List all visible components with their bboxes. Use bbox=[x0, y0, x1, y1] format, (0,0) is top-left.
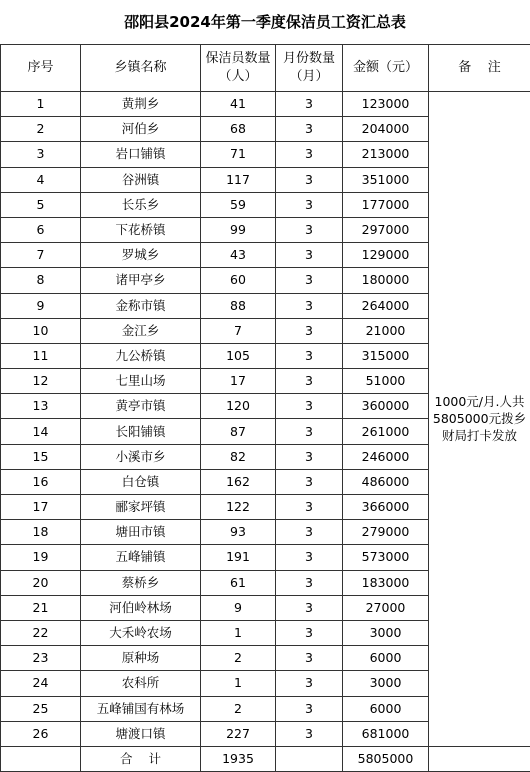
total-amount: 5805000 bbox=[343, 746, 429, 771]
cell-months: 3 bbox=[276, 343, 343, 368]
cell-cleaners: 1 bbox=[201, 620, 276, 645]
cell-cleaners: 105 bbox=[201, 343, 276, 368]
cell-amount: 360000 bbox=[343, 394, 429, 419]
cell-town: 谷洲镇 bbox=[81, 167, 201, 192]
cell-town: 郦家坪镇 bbox=[81, 495, 201, 520]
cell-town: 岩口铺镇 bbox=[81, 142, 201, 167]
cell-months: 3 bbox=[276, 92, 343, 117]
cell-town: 长阳铺镇 bbox=[81, 419, 201, 444]
cell-town: 罗城乡 bbox=[81, 243, 201, 268]
cell-cleaners: 122 bbox=[201, 495, 276, 520]
cell-town: 原种场 bbox=[81, 646, 201, 671]
cell-amount: 180000 bbox=[343, 268, 429, 293]
cell-amount: 486000 bbox=[343, 469, 429, 494]
cell-town: 农科所 bbox=[81, 671, 201, 696]
cell-cleaners: 191 bbox=[201, 545, 276, 570]
header-remark: 备 注 bbox=[429, 45, 530, 92]
cell-months: 3 bbox=[276, 520, 343, 545]
cell-cleaners: 162 bbox=[201, 469, 276, 494]
cell-town: 七里山场 bbox=[81, 369, 201, 394]
cell-amount: 351000 bbox=[343, 167, 429, 192]
remark-note: 1000元/月.人共5805000元拨乡财局打卡发放 bbox=[429, 92, 530, 747]
cell-town: 黄亭市镇 bbox=[81, 394, 201, 419]
cell-seq: 26 bbox=[1, 721, 81, 746]
cell-cleaners: 68 bbox=[201, 117, 276, 142]
cell-months: 3 bbox=[276, 495, 343, 520]
cell-cleaners: 60 bbox=[201, 268, 276, 293]
cell-seq: 15 bbox=[1, 444, 81, 469]
cell-months: 3 bbox=[276, 268, 343, 293]
cell-cleaners: 82 bbox=[201, 444, 276, 469]
cell-months: 3 bbox=[276, 243, 343, 268]
cell-seq: 19 bbox=[1, 545, 81, 570]
cell-town: 长乐乡 bbox=[81, 192, 201, 217]
cell-town: 九公桥镇 bbox=[81, 343, 201, 368]
total-remark bbox=[429, 746, 530, 771]
cell-amount: 3000 bbox=[343, 671, 429, 696]
cell-amount: 21000 bbox=[343, 318, 429, 343]
cell-cleaners: 41 bbox=[201, 92, 276, 117]
header-cleaners-line1: 保洁员数量 bbox=[205, 51, 270, 66]
cell-town: 金称市镇 bbox=[81, 293, 201, 318]
cell-town: 河伯乡 bbox=[81, 117, 201, 142]
cell-amount: 264000 bbox=[343, 293, 429, 318]
cell-cleaners: 227 bbox=[201, 721, 276, 746]
cell-amount: 177000 bbox=[343, 192, 429, 217]
cell-seq: 17 bbox=[1, 495, 81, 520]
cell-seq: 11 bbox=[1, 343, 81, 368]
cell-cleaners: 2 bbox=[201, 646, 276, 671]
cell-amount: 51000 bbox=[343, 369, 429, 394]
cell-amount: 297000 bbox=[343, 217, 429, 242]
cell-months: 3 bbox=[276, 394, 343, 419]
cell-seq: 8 bbox=[1, 268, 81, 293]
header-months-line2: （月） bbox=[289, 69, 328, 84]
cell-amount: 6000 bbox=[343, 646, 429, 671]
cell-seq: 9 bbox=[1, 293, 81, 318]
total-seq bbox=[1, 746, 81, 771]
cell-seq: 2 bbox=[1, 117, 81, 142]
cell-months: 3 bbox=[276, 469, 343, 494]
cell-town: 大禾岭农场 bbox=[81, 620, 201, 645]
cell-seq: 1 bbox=[1, 92, 81, 117]
cell-town: 河伯岭林场 bbox=[81, 595, 201, 620]
cell-amount: 129000 bbox=[343, 243, 429, 268]
cell-seq: 12 bbox=[1, 369, 81, 394]
header-row bbox=[1, 45, 530, 92]
cell-town: 诸甲亭乡 bbox=[81, 268, 201, 293]
cell-cleaners: 61 bbox=[201, 570, 276, 595]
cell-seq: 20 bbox=[1, 570, 81, 595]
cell-town: 金江乡 bbox=[81, 318, 201, 343]
cell-months: 3 bbox=[276, 167, 343, 192]
cell-months: 3 bbox=[276, 671, 343, 696]
header-months-line1: 月份数量 bbox=[283, 51, 335, 66]
cell-seq: 5 bbox=[1, 192, 81, 217]
cell-months: 3 bbox=[276, 192, 343, 217]
cell-cleaners: 120 bbox=[201, 394, 276, 419]
cell-months: 3 bbox=[276, 419, 343, 444]
cell-amount: 315000 bbox=[343, 343, 429, 368]
header-amount: 金额（元） bbox=[343, 45, 429, 92]
cell-cleaners: 93 bbox=[201, 520, 276, 545]
cell-months: 3 bbox=[276, 318, 343, 343]
cell-months: 3 bbox=[276, 545, 343, 570]
header-seq: 序号 bbox=[1, 45, 81, 92]
cell-months: 3 bbox=[276, 620, 343, 645]
cell-seq: 21 bbox=[1, 595, 81, 620]
cell-town: 五峰铺镇 bbox=[81, 545, 201, 570]
cell-cleaners: 2 bbox=[201, 696, 276, 721]
cell-months: 3 bbox=[276, 293, 343, 318]
cell-amount: 3000 bbox=[343, 620, 429, 645]
cell-seq: 4 bbox=[1, 167, 81, 192]
cell-months: 3 bbox=[276, 117, 343, 142]
cell-seq: 7 bbox=[1, 243, 81, 268]
cell-months: 3 bbox=[276, 595, 343, 620]
cell-seq: 6 bbox=[1, 217, 81, 242]
cell-seq: 13 bbox=[1, 394, 81, 419]
cell-cleaners: 43 bbox=[201, 243, 276, 268]
cell-seq: 14 bbox=[1, 419, 81, 444]
total-label: 合 计 bbox=[81, 746, 201, 771]
cell-amount: 183000 bbox=[343, 570, 429, 595]
cell-town: 黄荆乡 bbox=[81, 92, 201, 117]
cell-months: 3 bbox=[276, 142, 343, 167]
cell-amount: 204000 bbox=[343, 117, 429, 142]
cell-seq: 10 bbox=[1, 318, 81, 343]
total-months bbox=[276, 746, 343, 771]
cell-cleaners: 87 bbox=[201, 419, 276, 444]
cell-cleaners: 88 bbox=[201, 293, 276, 318]
cell-town: 塘渡口镇 bbox=[81, 721, 201, 746]
cell-seq: 22 bbox=[1, 620, 81, 645]
cell-amount: 213000 bbox=[343, 142, 429, 167]
cell-seq: 24 bbox=[1, 671, 81, 696]
cell-town: 蔡桥乡 bbox=[81, 570, 201, 595]
salary-table bbox=[0, 44, 530, 772]
cell-amount: 27000 bbox=[343, 595, 429, 620]
header-cleaners bbox=[201, 45, 276, 92]
cell-town: 小溪市乡 bbox=[81, 444, 201, 469]
cell-months: 3 bbox=[276, 444, 343, 469]
cell-cleaners: 1 bbox=[201, 671, 276, 696]
cell-months: 3 bbox=[276, 721, 343, 746]
cell-seq: 16 bbox=[1, 469, 81, 494]
header-cleaners-line2: （人） bbox=[218, 69, 257, 84]
cell-amount: 366000 bbox=[343, 495, 429, 520]
cell-seq: 25 bbox=[1, 696, 81, 721]
cell-months: 3 bbox=[276, 369, 343, 394]
cell-months: 3 bbox=[276, 696, 343, 721]
header-town: 乡镇名称 bbox=[81, 45, 201, 92]
header-months bbox=[276, 45, 343, 92]
cell-cleaners: 9 bbox=[201, 595, 276, 620]
cell-seq: 18 bbox=[1, 520, 81, 545]
cell-months: 3 bbox=[276, 570, 343, 595]
cell-seq: 3 bbox=[1, 142, 81, 167]
cell-cleaners: 99 bbox=[201, 217, 276, 242]
table-row bbox=[1, 92, 530, 117]
cell-months: 3 bbox=[276, 217, 343, 242]
cell-amount: 279000 bbox=[343, 520, 429, 545]
cell-amount: 6000 bbox=[343, 696, 429, 721]
cell-cleaners: 71 bbox=[201, 142, 276, 167]
cell-cleaners: 117 bbox=[201, 167, 276, 192]
cell-seq: 23 bbox=[1, 646, 81, 671]
cell-cleaners: 59 bbox=[201, 192, 276, 217]
total-cleaners: 1935 bbox=[201, 746, 276, 771]
cell-town: 下花桥镇 bbox=[81, 217, 201, 242]
cell-amount: 261000 bbox=[343, 419, 429, 444]
cell-amount: 123000 bbox=[343, 92, 429, 117]
cell-months: 3 bbox=[276, 646, 343, 671]
cell-amount: 246000 bbox=[343, 444, 429, 469]
cell-cleaners: 7 bbox=[201, 318, 276, 343]
cell-town: 塘田市镇 bbox=[81, 520, 201, 545]
cell-town: 五峰铺国有林场 bbox=[81, 696, 201, 721]
cell-amount: 681000 bbox=[343, 721, 429, 746]
total-row bbox=[1, 746, 530, 771]
cell-town: 白仓镇 bbox=[81, 469, 201, 494]
cell-cleaners: 17 bbox=[201, 369, 276, 394]
page-title: 邵阳县2024年第一季度保洁员工资汇总表 bbox=[0, 0, 530, 44]
cell-amount: 573000 bbox=[343, 545, 429, 570]
